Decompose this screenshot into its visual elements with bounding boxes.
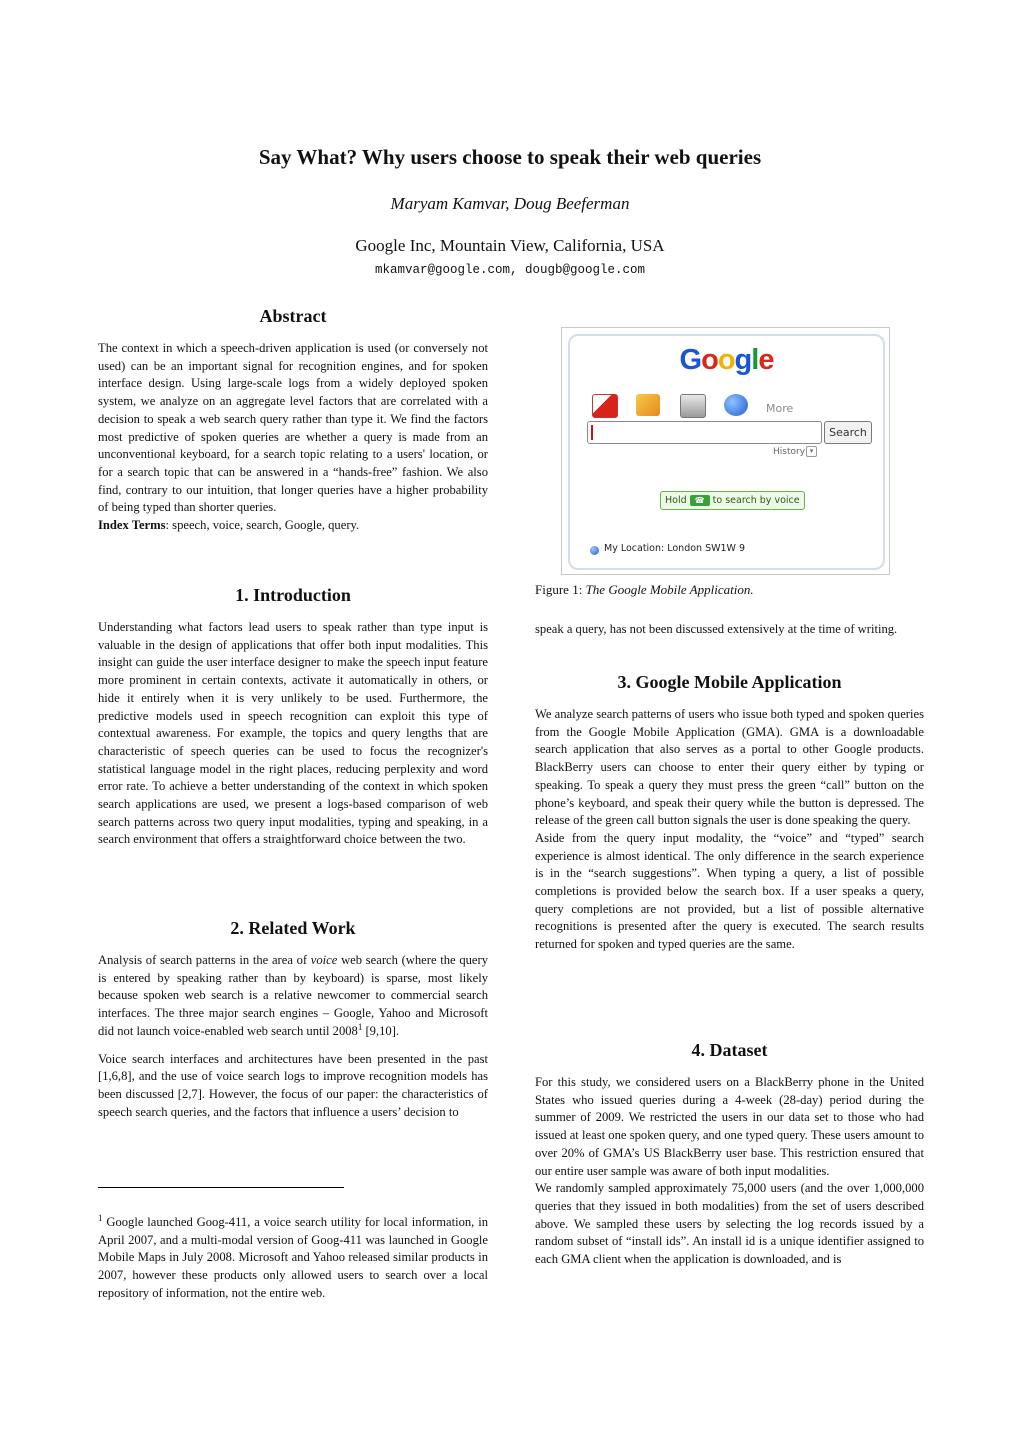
dataset-p1: For this study, we considered users on a BlackBerry phone in the United States who issued queries during a 4-week (28-day) period during the summer of 2009. We restricted the users in our data set to those who had issued at least one spoken query, and one typed query. These users amount to over 20% of GMA’s US BlackBerry user base. This restriction ensured that our entire user sample was aware of both input modalities.	[535, 1075, 924, 1178]
paper-authors: Maryam Kamvar, Doug Beeferman	[390, 194, 630, 213]
more-link[interactable]: More	[766, 402, 794, 415]
footnote-text: Google launched Goog-411, a voice search utility for local information, in April 2007, and a multi-modal version of Goog-411 was launched in Google Mobile Maps in July 2008. Microsoft and Yahoo released similar products in 2007, however these products only allowed users to search over a local repository of information, not the entire web.	[98, 1215, 488, 1300]
news-icon[interactable]	[680, 394, 706, 418]
intro-heading: 1. Introduction	[235, 585, 351, 605]
footnote	[98, 1214, 488, 1303]
maps-icon[interactable]	[636, 394, 660, 416]
text-cursor	[591, 425, 593, 440]
gmail-icon[interactable]	[592, 394, 618, 418]
figure-google-mobile-app	[561, 327, 890, 575]
abstract-body	[98, 340, 488, 535]
gma-p2: Aside from the query input modality, the “voice” and “typed” search experience is almost identical. The only difference in the search experience is in the “search suggestions”. When typing a query, a list of possible completions is provided below the search box. If a user speaks a query, query completions are not provided, but a list of possible alternative recognitions is presented after the query is executed. The search results returned for spoken and typed queries are the same.	[535, 830, 924, 952]
gma-body	[535, 706, 924, 954]
dataset-heading: 4. Dataset	[691, 1040, 768, 1060]
related-continued: speak a query, has not been discussed extensively at the time of writing.	[535, 622, 898, 636]
related-p2: Voice search interfaces and architectures have been presented in the past [1,6,8], and the use of voice search logs to improve recognition models has been discussed [2,7]. However, the focus of our paper: the characteristics of speech search queries, and the factors that influence a users’ decision to	[98, 1051, 488, 1119]
paper-emails: mkamvar@google.com, dougb@google.com	[374, 263, 646, 277]
index-terms-label: Index Terms	[98, 518, 166, 533]
index-terms	[98, 517, 488, 535]
reader-icon[interactable]	[724, 394, 748, 416]
app-screen	[568, 334, 885, 570]
footnote-rule	[98, 1187, 344, 1188]
gma-heading: 3. Google Mobile Application	[617, 672, 842, 692]
dataset-p2: We randomly sampled approximately 75,000 users (and the over 1,000,000 queries that they issued in both modalities) from the set of users described above. We sampled these users by selecting the log records issued by a random subset of “install ids”. An install id is a unique identifier assigned to each GMA client when the application is downloaded, and is	[535, 1181, 924, 1267]
paper-affiliation: Google Inc, Mountain View, California, USA	[355, 236, 665, 255]
index-terms-text: : speech, voice, search, Google, query.	[165, 518, 360, 533]
voice-search-hint: Hold ☎ to search by voice	[660, 491, 805, 510]
gma-p1: We analyze search patterns of users who issue both typed and spoken queries from the Google Mobile Application (GMA). GMA is a downloadable search application that also serves as a portal to other Google products. BlackBerry users can choose to enter their query either by typing or speaking. To speak a query they must press the green “call” button on the phone’s keyboard, and speak their query while the button is depressed. The release of the green call button signals the user is done speaking the query.	[535, 707, 924, 828]
history-dropdown[interactable]	[773, 446, 817, 457]
phone-call-icon: ☎	[690, 495, 710, 506]
my-location: My Location: London SW1W 9	[604, 543, 746, 554]
dataset-body	[535, 1074, 924, 1269]
abstract-text: The context in which a speech-driven application is used (or conversely not used) can be an important signal for recognition engines, and for spoken interface design. Using large-scale logs from a widely deployed spoken system, we analyze on an aggregate level factors that are correlated with a decision to speak a web search query rather than type it. We find the factors most predictive of spoken queries are whether a query is made from an unconventional keyboard, for a search topic relating to a users' location, or for a search topic that can be answered in a “hands-free” fashion. We also find, contrary to our intuition, that longer queries have a higher probability of being typed than shorter queries.	[98, 341, 488, 515]
intro-body	[98, 619, 488, 849]
search-input[interactable]	[587, 421, 822, 444]
google-logo: Google	[679, 344, 774, 376]
search-button[interactable]: Search	[824, 421, 872, 444]
intro-text: Understanding what factors lead users to speak rather than type input is valuable in the design of applications that offer both input modalities. This insight can guide the user interface designer to make the speech input feature more prominent in certain contexts, activate it automatically in others, or hide it entirely when it is very unlikely to be used. Furthermore, the predictive models used in speech recognition can exploit this type of contextual awareness. For example, the topics and query lengths that are characteristic of speech queries can be used to focus the recognizer's statistical language model in the right places, reducing perplexity and word error rate. To achieve a better understanding of the context in which spoken search applications are used, we present a logs-based comparison of web search patterns across two query input modalities, typing and speaking, in a search environment that offers a straightforward choice between the two.	[98, 620, 488, 847]
location-icon	[590, 546, 599, 555]
history-label: History	[773, 447, 806, 457]
paper-title: Say What? Why users choose to speak their web queries	[258, 145, 762, 169]
related-body	[98, 952, 488, 1121]
abstract-heading: Abstract	[259, 306, 327, 326]
chevron-down-icon: ▾	[806, 446, 817, 457]
footnote-mark: 1	[98, 1212, 103, 1223]
figure-caption: Figure 1: The Google Mobile Application.	[535, 582, 754, 597]
related-heading: 2. Related Work	[230, 918, 356, 938]
related-p1: Analysis of search patterns in the area of voice web search (where the query is entered by speaking rather than by keyboard) is sparse, most likely because spoken web search is a relative newcomer to commercial search interfaces. The three major search engines – Google, Yahoo and Microsoft did not launch voice-enabled web search until 2008$^1$ [9,10].	[98, 953, 489, 1038]
